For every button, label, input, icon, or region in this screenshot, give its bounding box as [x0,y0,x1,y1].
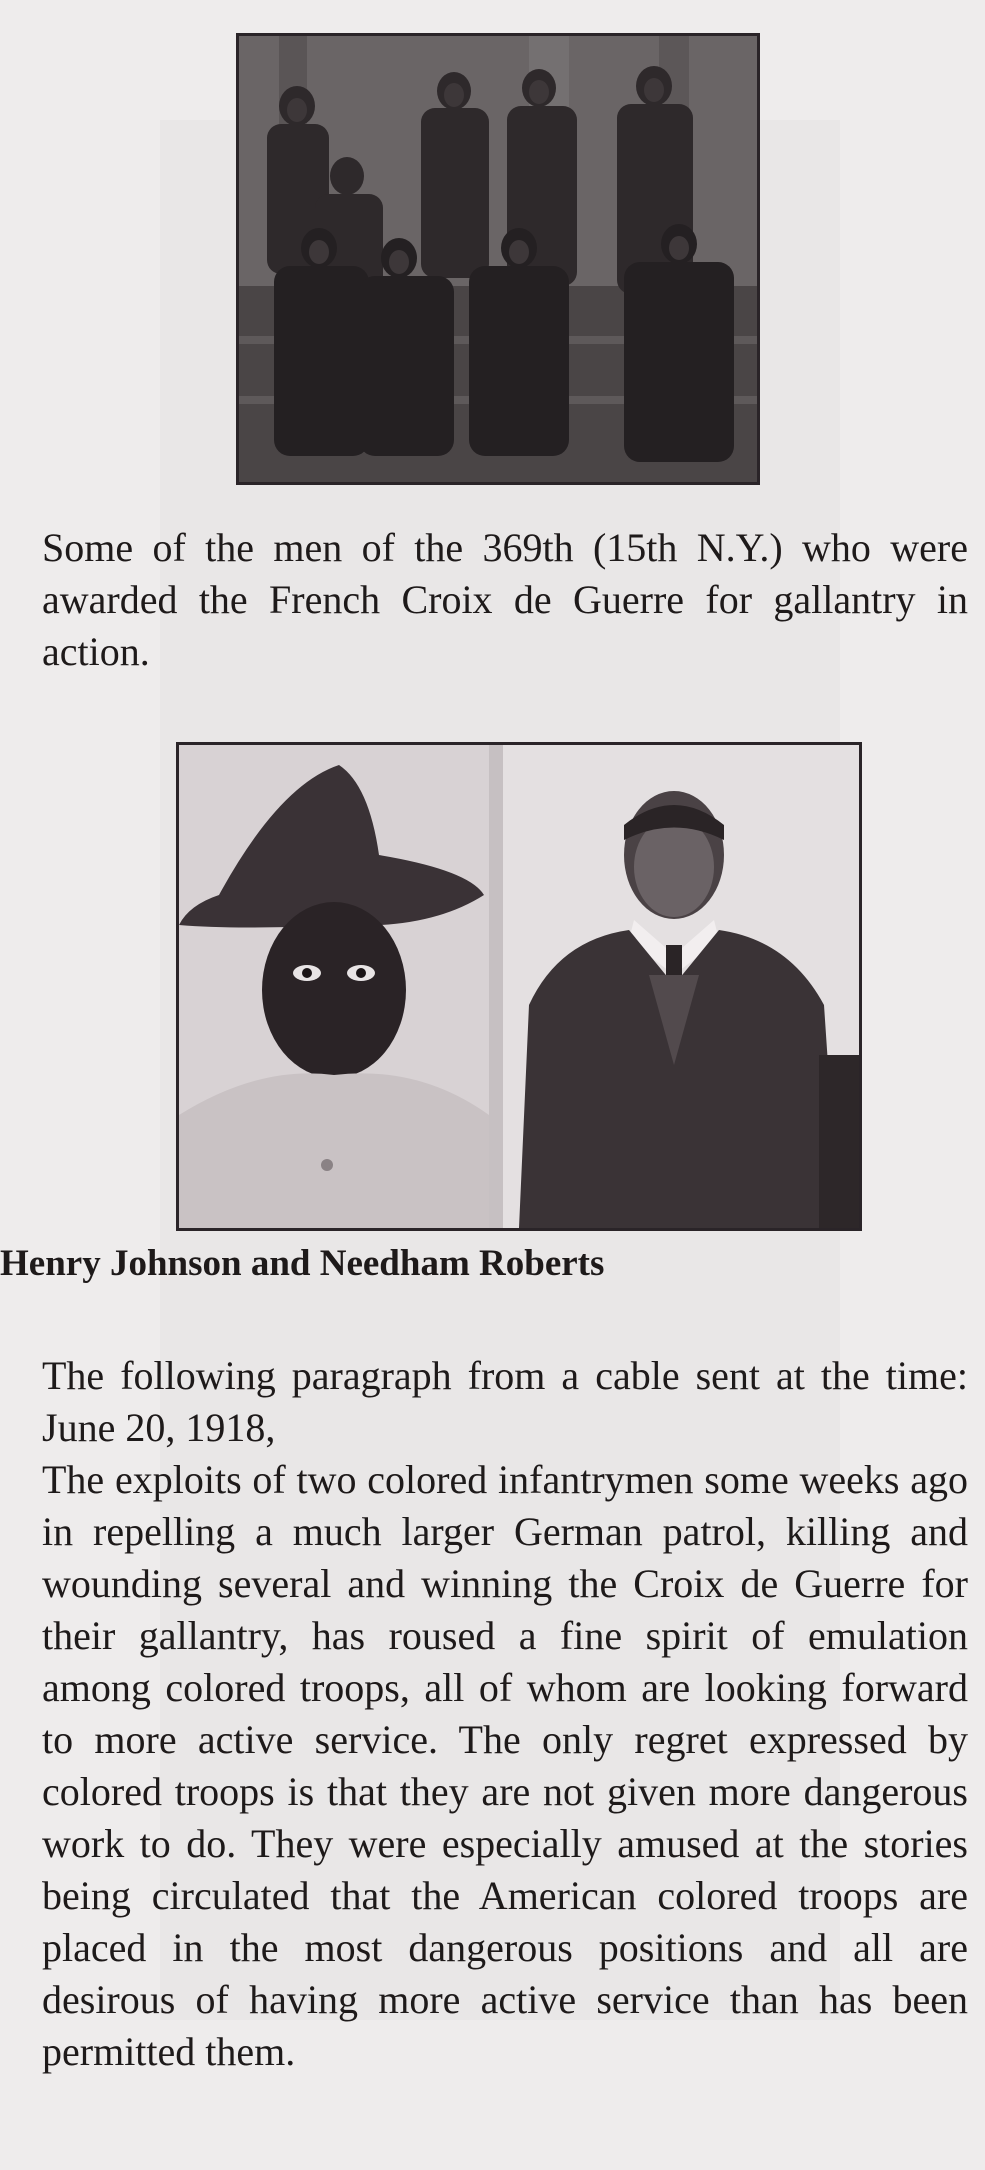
group-photo [236,33,760,485]
portrait-photo-caption: Henry Johnson and Needham Roberts [0,1243,605,1284]
cable-intro-paragraph: The following paragraph from a cable sent at the time: June 20, 1918, [42,1353,968,1450]
group-photo-caption: Some of the men of the 369th (15th N.Y.) who were awarded the French Croix de Guerre for gallantry in action. [42,525,968,674]
cable-quote-paragraph: The exploits of two colored infantrymen some weeks ago in repelling a much larger German patrol, killing and wounding several and winning the Croix de Guerre for their gallantry, has roused a fine spirit of emulation among colored troops, all of whom are looking forward to more active service. The only regret expressed by colored troops is that they are not given more dangerous work to do. They were especially amused at the stories being circulated that the American colored troops are placed in the most dangerous positions and all are desirous of having more active service than has been permitted them. [42,1457,968,2074]
portrait-photo [176,742,862,1231]
body-text [42,1350,968,2078]
